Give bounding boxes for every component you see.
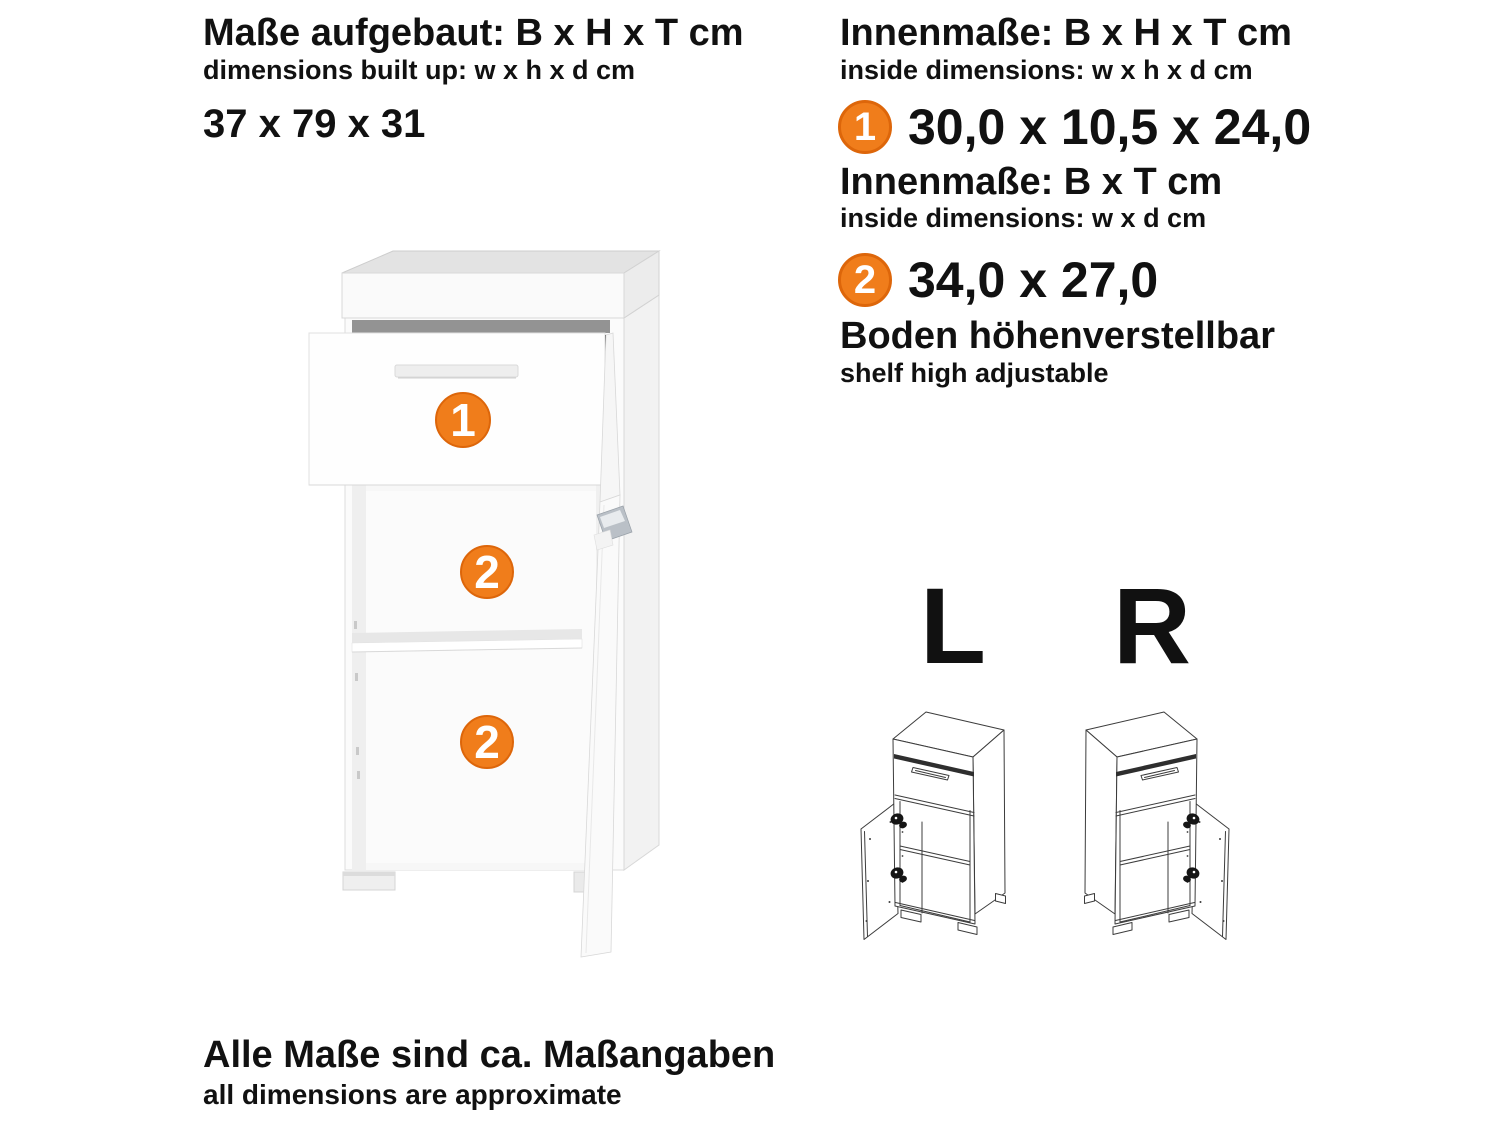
- inside-bht-title-en: inside dimensions: w x h x d cm: [840, 55, 1253, 85]
- marker-circle-lower-compartment: [461, 716, 513, 768]
- drawer-opening-gap: [352, 320, 610, 333]
- inside-bt-value: 34,0 x 27,0: [908, 252, 1159, 308]
- orientation-cabinet-left-drawing: [845, 706, 1020, 951]
- cabinet-photo-illustration: [280, 235, 700, 1010]
- svg-text:2: 2: [474, 546, 500, 598]
- orientation-cabinet-right-drawing: [1070, 706, 1245, 951]
- svg-text:2: 2: [474, 716, 500, 768]
- cabinet-top-cap: [342, 251, 659, 318]
- shelf-note-de: Boden höhenverstellbar: [840, 315, 1275, 357]
- inside-bt-title-en: inside dimensions: w x d cm: [840, 203, 1207, 233]
- built-dimensions-value: 37 x 79 x 31: [203, 102, 426, 146]
- shelf-note-en: shelf high adjustable: [840, 358, 1109, 388]
- built-dimensions-title-de: Maße aufgebaut: B x H x T cm: [203, 12, 744, 54]
- inside-bht-value: 30,0 x 10,5 x 24,0: [908, 99, 1312, 155]
- inside-bt-row: [838, 253, 1158, 307]
- drawer-handle: [395, 365, 518, 377]
- inside-bht-row: [838, 100, 1311, 154]
- inside-bt-title-de: Innenmaße: B x T cm: [840, 161, 1223, 203]
- marker-circle-drawer: [436, 393, 490, 447]
- cabinet-feet: [343, 872, 587, 892]
- orientation-letter-right: R: [1113, 565, 1191, 686]
- cabinet-side-panel: [624, 295, 659, 870]
- orientation-letter-left: L: [920, 565, 986, 686]
- svg-text:1: 1: [450, 394, 476, 446]
- disclaimer-en: all dimensions are approximate: [203, 1079, 622, 1110]
- inside-bht-title-de: Innenmaße: B x H x T cm: [840, 12, 1292, 54]
- marker-badge-1: 1: [838, 100, 892, 154]
- marker-circle-upper-compartment: [461, 546, 513, 598]
- built-dimensions-title-en: dimensions built up: w x h x d cm: [203, 55, 636, 85]
- disclaimer-de: Alle Maße sind ca. Maßangaben: [203, 1034, 776, 1076]
- marker-badge-2: 2: [838, 253, 892, 307]
- cabinet-interior: [352, 485, 610, 870]
